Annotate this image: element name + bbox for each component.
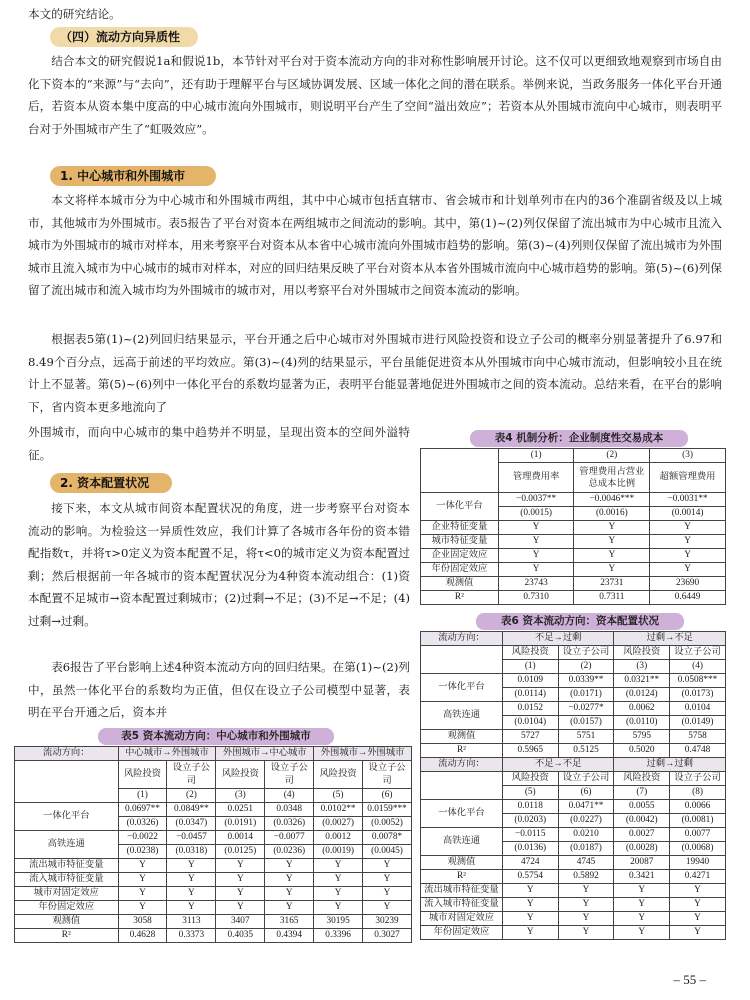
table5-row (15, 929, 412, 943)
table6-col-number: (2) (558, 660, 614, 674)
table5-cell: Y (216, 887, 265, 901)
table4-cell: Y (650, 521, 726, 535)
table6-col-head: 风险投资 (614, 772, 670, 786)
table5-row-label: 城市对固定效应 (15, 887, 119, 901)
table6-cell: 5758 (670, 730, 726, 744)
table4-cell: 0.7310 (498, 591, 574, 605)
table5-row-label: R² (15, 929, 119, 943)
table6-cell: Y (614, 884, 670, 898)
table5-row (15, 831, 412, 845)
table6-row (421, 744, 726, 758)
table6-row-label: 高铁连通 (421, 828, 503, 856)
table5-cell: Y (265, 901, 314, 915)
table5-cell: (0.0027) (314, 817, 363, 831)
table6-cell: Y (502, 926, 558, 940)
table6-row (421, 856, 726, 870)
table4-col-number: (1) (498, 449, 574, 463)
table4-row (421, 549, 726, 563)
subheading-center-periphery: 1. 中心城市和外围城市 (50, 166, 216, 186)
table4-cell: Y (574, 535, 650, 549)
table6-dir-label: 流动方向： (421, 758, 503, 772)
table6-cell: 0.0062 (614, 702, 670, 716)
table5-row (15, 859, 412, 873)
table5-cell: Y (265, 859, 314, 873)
table5-cell: 0.0348 (265, 803, 314, 817)
table5-caption: 表5 资本流动方向：中心城市和外围城市 (98, 728, 334, 745)
table4-cell: Y (498, 535, 574, 549)
table4-cell: 23690 (650, 577, 726, 591)
table6-cell: 0.0066 (670, 800, 726, 814)
table6-cell: (0.0136) (502, 842, 558, 856)
table5-row-label: 年份固定效应 (15, 901, 119, 915)
table5-dir: 中心城市→外围城市 (118, 747, 216, 761)
table4-row-label: 一体化平台 (421, 493, 499, 521)
table6-cell: Y (558, 884, 614, 898)
table5-row-label: 观测值 (15, 915, 119, 929)
table6-cell: 19940 (670, 856, 726, 870)
table4-cell: Y (574, 549, 650, 563)
table4-row-label: 企业特征变量 (421, 521, 499, 535)
table6-cell: 0.3421 (614, 870, 670, 884)
table6-row-label: 年份固定效应 (421, 926, 503, 940)
paragraph-table5-design: 本文将样本城市分为中心城市和外围城市两组，其中中心城市包括直辖市、省会城市和计划单列市在内的36个准副省级及以上城市，其他城市为外围城市。表5报告了平台对资本在两组城市之间流动的影响。其中，第(1)~(2)列仅保留了流出城市为中心城市且流入城市为外围城市的城市对样本，用来考察平台对资本从本省中心城市流向外围城市趋势的影响。第(3)~(4)列则仅保留了流出城市为外围城市且流入城市为中心城市的城市对样本，对应的回归结果反映了平台对资本从本省外围城市流向中心城市趋势的影响。第(5)~(6)列保留了流出城市和流入城市均为外围城市的城市对，用以考察平台对外围城市之间资本流动的影响。 (28, 193, 722, 298)
subheading-capital-allocation: 2. 资本配置状况 (50, 473, 172, 493)
table6-dir-label: 流动方向： (421, 632, 503, 646)
table5-cell: 0.3027 (363, 929, 412, 943)
table6-cell: (0.0227) (558, 814, 614, 828)
table6-row (421, 912, 726, 926)
table4-col-number: (3) (650, 449, 726, 463)
table6-cell: 5727 (502, 730, 558, 744)
table6-cell: (0.0124) (614, 688, 670, 702)
table6-cell: 0.4271 (670, 870, 726, 884)
table5-col-head: 设立子公司 (167, 761, 216, 789)
table5-cell: 0.0697** (118, 803, 167, 817)
table6-cell: 0.0508*** (670, 674, 726, 688)
table5-col-head: 风险投资 (216, 761, 265, 789)
table5-cell: Y (167, 859, 216, 873)
table5-col-number: (1) (118, 789, 167, 803)
paragraph-hypothesis: 结合本文的研究假说1a和假说1b，本节针对平台对于资本流动方向的非对称性影响展开讨论。这不仅可以更细致地观察到市场自由化下资本的“来源”与“去向”，还有助于理解平台与区域协调发展、区域一体化之间的潜在联系。举例来说，当政务服务一体化平台开通后，若资本从资本集中度高的中心城市流向外围城市，则说明平台产生了空间“溢出效应”；若资本从外围城市流向中心城市，则表明平台对于外围城市产生了“虹吸效应”。 (28, 54, 722, 136)
table5-cell: Y (363, 873, 412, 887)
table6-row-label: 一体化平台 (421, 800, 503, 828)
table6-cell: (0.0157) (558, 716, 614, 730)
table6-cell: (0.0114) (502, 688, 558, 702)
table6-cell: −0.0115 (502, 828, 558, 842)
table6-cell: Y (670, 884, 726, 898)
table6-caption: 表6 资本流动方向：资本配置状况 (476, 613, 684, 630)
table4-cell: (0.0015) (498, 507, 574, 521)
table6-col-head: 风险投资 (502, 646, 558, 660)
table6-cell: Y (614, 926, 670, 940)
table6-row (421, 800, 726, 814)
table6-cell: (0.0110) (614, 716, 670, 730)
table4-cell: −0.0046*** (574, 493, 650, 507)
table5-cell: Y (118, 887, 167, 901)
table6-cell: (0.0081) (670, 814, 726, 828)
table6-row (421, 898, 726, 912)
table5-cell: 0.0078* (363, 831, 412, 845)
table5-center-periphery (14, 746, 412, 943)
table5-cell: (0.0045) (363, 845, 412, 859)
table6-col-head: 设立子公司 (670, 646, 726, 660)
table4-row-label: 城市特征变量 (421, 535, 499, 549)
table6-col-number: (6) (558, 786, 614, 800)
table6-row-label: 观测值 (421, 856, 503, 870)
table5-col-head: 设立子公司 (265, 761, 314, 789)
table5-cell: Y (314, 901, 363, 915)
table5-cell: Y (363, 887, 412, 901)
table6-col-head: 设立子公司 (670, 772, 726, 786)
table5-row (15, 901, 412, 915)
table5-cell: 3058 (118, 915, 167, 929)
table5-cell: Y (118, 873, 167, 887)
table4-row (421, 563, 726, 577)
table6-cell: 5751 (558, 730, 614, 744)
table4-row (421, 577, 726, 591)
table5-col-number: (6) (363, 789, 412, 803)
table5-dir: 外围城市→中心城市 (216, 747, 314, 761)
table6-col-head: 风险投资 (502, 772, 558, 786)
table6-cell: Y (502, 898, 558, 912)
table6-cell: 0.0321** (614, 674, 670, 688)
paragraph-intro-end: 本文的研究结论。 (28, 7, 121, 21)
table6-col-number: (1) (502, 660, 558, 674)
table4-cell: Y (574, 563, 650, 577)
table6-cell: Y (558, 912, 614, 926)
table6-cell: 0.0055 (614, 800, 670, 814)
table6-cell: 0.4748 (670, 744, 726, 758)
page-number: – 55 – (673, 972, 706, 987)
table6-cell: 4724 (502, 856, 558, 870)
table5-cell: (0.0019) (314, 845, 363, 859)
table6-col-number: (4) (670, 660, 726, 674)
table5-cell: 0.4394 (265, 929, 314, 943)
table6-cell: 0.0471** (558, 800, 614, 814)
table5-row (15, 887, 412, 901)
table4-cell: −0.0031** (650, 493, 726, 507)
table6-cell: (0.0173) (670, 688, 726, 702)
table5-col-number: (4) (265, 789, 314, 803)
table5-cell: (0.0347) (167, 817, 216, 831)
table5-cell: −0.0077 (265, 831, 314, 845)
table6-cell: 0.0210 (558, 828, 614, 842)
table6-row-label: 观测值 (421, 730, 503, 744)
table4-col-number: (2) (574, 449, 650, 463)
table6-row-label: 一体化平台 (421, 674, 503, 702)
table5-cell: Y (314, 873, 363, 887)
table6-cell: Y (502, 884, 558, 898)
table4-row (421, 493, 726, 507)
table5-cell: 3113 (167, 915, 216, 929)
table5-row (15, 873, 412, 887)
table5-cell: Y (216, 901, 265, 915)
table6-cell: 5795 (614, 730, 670, 744)
table6-cell: (0.0068) (670, 842, 726, 856)
table6-cell: (0.0028) (614, 842, 670, 856)
table5-row (15, 915, 412, 929)
table5-cell: 3165 (265, 915, 314, 929)
table6-cell: Y (670, 898, 726, 912)
table4-cell: (0.0016) (574, 507, 650, 521)
table6-col-head: 设立子公司 (558, 772, 614, 786)
table6-cell: 0.5125 (558, 744, 614, 758)
table4-row-label: 企业固定效应 (421, 549, 499, 563)
table5-cell: (0.0125) (216, 845, 265, 859)
table6-cell: (0.0042) (614, 814, 670, 828)
table5-row-label: 流入城市特征变量 (15, 873, 119, 887)
table6-cell: 0.5020 (614, 744, 670, 758)
table6-cell: 20087 (614, 856, 670, 870)
table5-col-head: 风险投资 (118, 761, 167, 789)
table5-col-number: (3) (216, 789, 265, 803)
table5-col-head: 风险投资 (314, 761, 363, 789)
table6-col-number: (5) (502, 786, 558, 800)
table6-dir: 不足→不足 (502, 758, 614, 772)
table6-cell: Y (558, 898, 614, 912)
table5-row-label: 高铁连通 (15, 831, 119, 859)
table6-cell: Y (670, 912, 726, 926)
table5-cell: 0.0014 (216, 831, 265, 845)
table6-cell: (0.0149) (670, 716, 726, 730)
table5-cell: 0.3396 (314, 929, 363, 943)
paragraph-table5-results: 根据表5第(1)~(2)列回归结果显示，平台开通之后中心城市对外围城市进行风险投资和设立子公司的概率分别显著提升了6.97和8.49个百分点，远高于前述的平均效应。第(3)~(4)列的结果显示，平台虽能促进资本从外围城市向中心城市流动，但影响较小且在统计上不显著。第(5)~(6)列中一体化平台的系数均显著为正，表明平台能显著地促进外围城市之间的资本流动。总结来看，在平台的影响下，省内资本更多地流向了 (28, 332, 722, 414)
table4-row (421, 535, 726, 549)
table5-row-label: 一体化平台 (15, 803, 119, 831)
table6-row (421, 674, 726, 688)
table4-col-head: 管理费用率 (498, 463, 574, 493)
table5-cell: 0.3373 (167, 929, 216, 943)
table5-cell: (0.0326) (118, 817, 167, 831)
paragraph-table5-results-end: 外围城市，而向中心城市的集中趋势并不明显，呈现出资本的空间外溢特征。 (28, 425, 410, 462)
table4-col-head: 管理费用占营业总成本比例 (574, 463, 650, 493)
table5-cell: Y (314, 859, 363, 873)
table6-col-head: 设立子公司 (558, 646, 614, 660)
table5-cell: Y (118, 901, 167, 915)
table5-cell: Y (167, 887, 216, 901)
table4-cell: Y (650, 535, 726, 549)
table6-cell: Y (614, 912, 670, 926)
table5-cell: Y (363, 901, 412, 915)
table5-cell: 3407 (216, 915, 265, 929)
table6-row-label: R² (421, 870, 503, 884)
table4-row (421, 521, 726, 535)
table6-cell: Y (558, 926, 614, 940)
table4-cell: Y (498, 521, 574, 535)
table5-cell: 0.0159*** (363, 803, 412, 817)
table5-cell: −0.0022 (118, 831, 167, 845)
table6-row-label: 城市对固定效应 (421, 912, 503, 926)
table4-cell: Y (498, 549, 574, 563)
table6-cell: Y (502, 912, 558, 926)
table6-cell: Y (670, 926, 726, 940)
table5-cell: Y (363, 859, 412, 873)
section-heading-flow-direction: （四）流动方向异质性 (50, 27, 198, 47)
table4-cell: 23743 (498, 577, 574, 591)
table5-row-label: 流出城市特征变量 (15, 859, 119, 873)
table6-cell: −0.0277* (558, 702, 614, 716)
table5-col-number: (2) (167, 789, 216, 803)
table4-cell: Y (574, 521, 650, 535)
table5-col-number: (5) (314, 789, 363, 803)
table6-cell: 0.0027 (614, 828, 670, 842)
table4-row (421, 591, 726, 605)
table6-cell: 0.5892 (558, 870, 614, 884)
table5-cell: (0.0238) (118, 845, 167, 859)
table6-row (421, 828, 726, 842)
table5-cell: Y (314, 887, 363, 901)
table6-row-label: 流出城市特征变量 (421, 884, 503, 898)
table6-cell: Y (614, 898, 670, 912)
table5-cell: 30239 (363, 915, 412, 929)
table5-cell: Y (265, 887, 314, 901)
table6-cell: (0.0171) (558, 688, 614, 702)
table6-allocation (420, 631, 726, 940)
table5-row (15, 803, 412, 817)
table5-cell: (0.0236) (265, 845, 314, 859)
table5-cell: Y (167, 901, 216, 915)
table5-cell: 0.0251 (216, 803, 265, 817)
table4-cell: (0.0014) (650, 507, 726, 521)
table6-col-number: (3) (614, 660, 670, 674)
table6-col-number: (7) (614, 786, 670, 800)
table5-cell: (0.0052) (363, 817, 412, 831)
table5-cell: Y (167, 873, 216, 887)
table4-col-head: 超额管理费用 (650, 463, 726, 493)
table6-dir: 过剩→不足 (614, 632, 726, 646)
table4-row-label: R² (421, 591, 499, 605)
table6-dir: 过剩→过剩 (614, 758, 726, 772)
table6-cell: 0.5754 (502, 870, 558, 884)
table6-row (421, 870, 726, 884)
table6-cell: 0.0118 (502, 800, 558, 814)
table6-row-label: R² (421, 744, 503, 758)
table6-cell: 0.0339** (558, 674, 614, 688)
table6-cell: (0.0187) (558, 842, 614, 856)
table4-cell: 23731 (574, 577, 650, 591)
table6-row (421, 730, 726, 744)
table5-cell: 30195 (314, 915, 363, 929)
table5-cell: −0.0457 (167, 831, 216, 845)
table4-row-label: 观测值 (421, 577, 499, 591)
table4-cell: 0.7311 (574, 591, 650, 605)
table5-dir-label: 流动方向： (15, 747, 119, 761)
table5-cell: (0.0318) (167, 845, 216, 859)
paragraph-allocation-method: 接下来，本文从城市间资本配置状况的角度，进一步考察平台对资本流动的影响。为检验这一异质性效应，我们计算了各城市各年份的资本错配指数τ，并将τ>0定义为资本配置不足，将τ<0的城市定义为资本配置过剩；然后根据前一年各城市的资本配置状况分为4种资本流动组合：(1)资本配置不足城市→资本配置过剩城市；(2)过剩→不足；(3)不足→不足；(4)过剩→过剩。 (28, 501, 410, 628)
table5-cell: (0.0326) (265, 817, 314, 831)
table4-cell: Y (498, 563, 574, 577)
table6-cell: 0.0104 (670, 702, 726, 716)
table5-cell: 0.0102** (314, 803, 363, 817)
table5-cell: 0.4035 (216, 929, 265, 943)
table5-cell: 0.0012 (314, 831, 363, 845)
table4-cell: −0.0037** (498, 493, 574, 507)
table6-row-label: 流入城市特征变量 (421, 898, 503, 912)
table6-cell: 0.0109 (502, 674, 558, 688)
table4-mechanism (420, 448, 726, 605)
table6-cell: 0.0152 (502, 702, 558, 716)
table6-cell: (0.0203) (502, 814, 558, 828)
table6-col-number: (8) (670, 786, 726, 800)
table4-cell: 0.6449 (650, 591, 726, 605)
table5-cell: Y (216, 873, 265, 887)
table6-col-head: 风险投资 (614, 646, 670, 660)
table6-row (421, 926, 726, 940)
table5-cell: Y (216, 859, 265, 873)
table6-row-label: 高铁连通 (421, 702, 503, 730)
table4-caption: 表4 机制分析：企业制度性交易成本 (470, 430, 688, 447)
table5-cell: Y (118, 859, 167, 873)
table4-cell: Y (650, 549, 726, 563)
table5-cell: (0.0191) (216, 817, 265, 831)
table5-cell: 0.4628 (118, 929, 167, 943)
table4-row-label: 年份固定效应 (421, 563, 499, 577)
table6-cell: 4745 (558, 856, 614, 870)
table6-dir: 不足→过剩 (502, 632, 614, 646)
table5-col-head: 设立子公司 (363, 761, 412, 789)
table6-row (421, 884, 726, 898)
table6-row (421, 702, 726, 716)
table6-cell: 0.5965 (502, 744, 558, 758)
table6-cell: 0.0077 (670, 828, 726, 842)
table5-dir: 外围城市→外围城市 (314, 747, 412, 761)
table4-cell: Y (650, 563, 726, 577)
table5-cell: Y (265, 873, 314, 887)
paragraph-table6-results: 表6报告了平台影响上述4种资本流动方向的回归结果。在第(1)~(2)列中，虽然一体化平台的系数均为正值，但仅在设立子公司模型中显著，表明在平台开通之后，资本并 (28, 660, 410, 720)
table6-cell: (0.0104) (502, 716, 558, 730)
table5-cell: 0.0849** (167, 803, 216, 817)
